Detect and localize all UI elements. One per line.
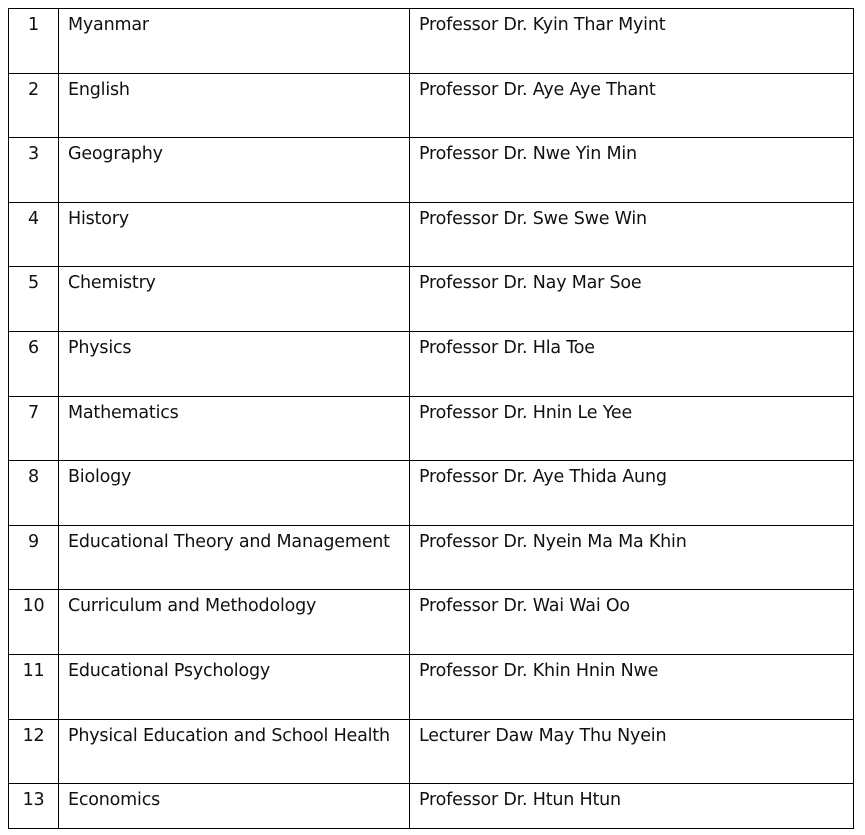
head-cell bbox=[410, 202, 854, 267]
row-number-cell bbox=[9, 525, 59, 590]
head-cell bbox=[410, 461, 854, 526]
subject-cell bbox=[59, 396, 410, 461]
head-name: Professor Dr. Aye Thida Aung bbox=[419, 467, 667, 488]
row-number: 4 bbox=[28, 208, 39, 229]
subject-name: Economics bbox=[68, 790, 161, 811]
subject-cell bbox=[59, 331, 410, 396]
subject-cell bbox=[59, 590, 410, 655]
head-name: Professor Dr. Swe Swe Win bbox=[419, 208, 647, 229]
row-number: 1 bbox=[28, 15, 39, 35]
subject-cell bbox=[59, 654, 410, 719]
table-row bbox=[9, 396, 854, 461]
row-number-cell bbox=[9, 202, 59, 267]
head-cell bbox=[410, 654, 854, 719]
head-cell bbox=[410, 525, 854, 590]
row-number-cell bbox=[9, 654, 59, 719]
table-row bbox=[9, 590, 854, 655]
head-name: Professor Dr. Khin Hnin Nwe bbox=[419, 660, 659, 681]
subject-cell bbox=[59, 202, 410, 267]
head-name: Professor Dr. Hla Toe bbox=[419, 337, 595, 358]
head-name: Professor Dr. Hnin Le Yee bbox=[419, 402, 633, 423]
row-number: 10 bbox=[22, 596, 45, 617]
head-cell bbox=[410, 784, 854, 829]
subject-name: Mathematics bbox=[68, 402, 179, 423]
head-name: Lecturer Daw May Thu Nyein bbox=[419, 725, 667, 746]
head-name: Professor Dr. Nwe Yin Min bbox=[419, 144, 637, 165]
row-number-cell bbox=[9, 461, 59, 526]
subject-name: Biology bbox=[68, 467, 132, 488]
subject-name: Educational Psychology bbox=[68, 660, 271, 681]
table-row bbox=[9, 267, 854, 332]
subject-cell bbox=[59, 525, 410, 590]
department-heads-table bbox=[8, 8, 854, 829]
subject-name: Chemistry bbox=[68, 273, 156, 294]
table-row bbox=[9, 331, 854, 396]
head-cell bbox=[410, 9, 854, 74]
head-cell bbox=[410, 719, 854, 784]
row-number: 5 bbox=[28, 273, 39, 294]
subject-name: Geography bbox=[68, 144, 163, 165]
table-row bbox=[9, 525, 854, 590]
table-row bbox=[9, 73, 854, 138]
head-cell bbox=[410, 267, 854, 332]
subject-cell bbox=[59, 73, 410, 138]
subject-cell bbox=[59, 138, 410, 203]
head-cell bbox=[410, 73, 854, 138]
head-name: Professor Dr. Wai Wai Oo bbox=[419, 596, 630, 617]
row-number-cell bbox=[9, 73, 59, 138]
table-row bbox=[9, 9, 854, 74]
head-name: Professor Dr. Kyin Thar Myint bbox=[419, 15, 666, 35]
table-row bbox=[9, 719, 854, 784]
subject-name: Physical Education and School Health bbox=[68, 725, 390, 746]
row-number: 13 bbox=[22, 790, 45, 811]
row-number-cell bbox=[9, 396, 59, 461]
subject-cell bbox=[59, 267, 410, 332]
subject-cell bbox=[59, 9, 410, 74]
head-cell bbox=[410, 396, 854, 461]
row-number-cell bbox=[9, 590, 59, 655]
subject-name: English bbox=[68, 79, 130, 100]
row-number: 3 bbox=[28, 144, 39, 165]
table-row bbox=[9, 138, 854, 203]
subject-name: Educational Theory and Management bbox=[68, 531, 390, 552]
row-number: 9 bbox=[28, 531, 39, 552]
subject-cell bbox=[59, 719, 410, 784]
row-number-cell bbox=[9, 267, 59, 332]
row-number: 11 bbox=[22, 660, 45, 681]
subject-cell bbox=[59, 461, 410, 526]
head-cell bbox=[410, 138, 854, 203]
subject-name: History bbox=[68, 208, 129, 229]
row-number-cell bbox=[9, 331, 59, 396]
head-name: Professor Dr. Aye Aye Thant bbox=[419, 79, 656, 100]
subject-name: Physics bbox=[68, 337, 132, 358]
subject-cell bbox=[59, 784, 410, 829]
table-row bbox=[9, 654, 854, 719]
head-cell bbox=[410, 590, 854, 655]
table-row bbox=[9, 784, 854, 829]
table-row bbox=[9, 202, 854, 267]
row-number: 2 bbox=[28, 79, 39, 100]
head-name: Professor Dr. Nyein Ma Ma Khin bbox=[419, 531, 687, 552]
row-number: 12 bbox=[22, 725, 45, 746]
row-number-cell bbox=[9, 138, 59, 203]
head-name: Professor Dr. Nay Mar Soe bbox=[419, 273, 642, 294]
head-name: Professor Dr. Htun Htun bbox=[419, 790, 621, 811]
subject-name: Myanmar bbox=[68, 15, 149, 35]
row-number: 7 bbox=[28, 402, 39, 423]
subject-name: Curriculum and Methodology bbox=[68, 596, 317, 617]
row-number: 8 bbox=[28, 467, 39, 488]
row-number-cell bbox=[9, 784, 59, 829]
row-number-cell bbox=[9, 719, 59, 784]
row-number-cell bbox=[9, 9, 59, 74]
row-number: 6 bbox=[28, 337, 39, 358]
head-cell bbox=[410, 331, 854, 396]
table-row bbox=[9, 461, 854, 526]
